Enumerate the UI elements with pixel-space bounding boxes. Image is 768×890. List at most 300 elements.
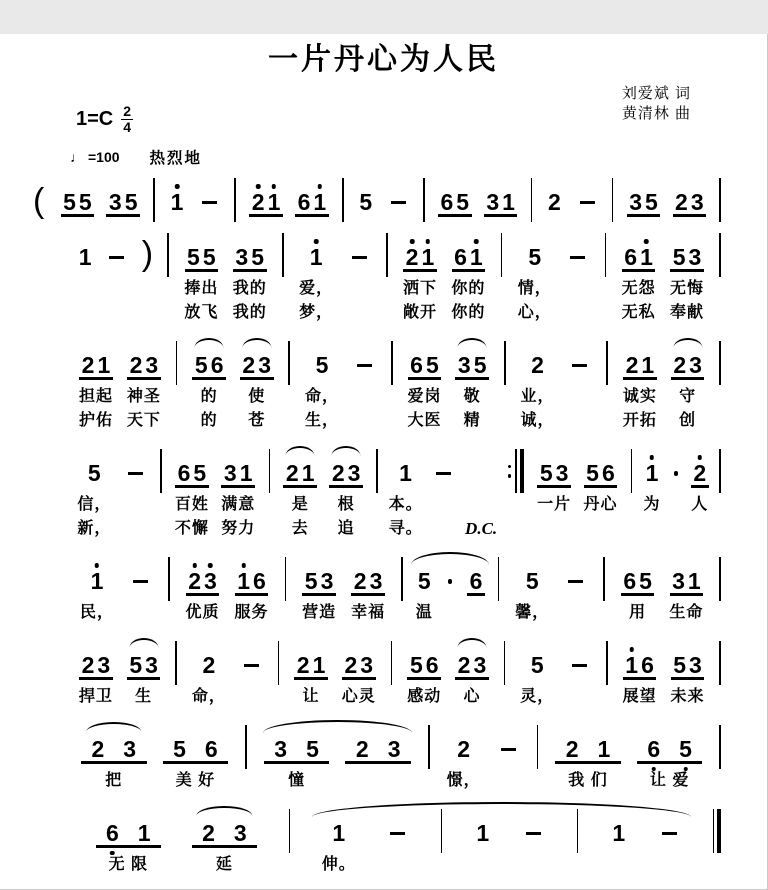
note-digit: 1 xyxy=(597,736,611,762)
measure xyxy=(64,347,176,433)
note-digit: 6 xyxy=(297,189,311,215)
measure xyxy=(64,815,289,877)
note-row xyxy=(673,184,707,217)
dash-mark xyxy=(202,201,217,205)
lyric-syllable: 是 xyxy=(291,496,309,513)
note-row xyxy=(351,563,385,596)
note-digit: 2 xyxy=(675,189,688,215)
note-digit: 3 xyxy=(555,460,569,486)
octave-dot-high xyxy=(650,455,655,460)
note-row xyxy=(79,347,113,380)
note-digit: 2 xyxy=(285,460,299,486)
dash-mark xyxy=(390,832,405,836)
measure xyxy=(290,815,441,877)
held-note-slot xyxy=(104,239,129,269)
note-digit: 1 xyxy=(312,191,328,214)
key-label: 1=C xyxy=(76,107,114,130)
note-digit: 1 xyxy=(687,568,701,594)
lyric-syllable: 敬 xyxy=(463,388,481,405)
note-digit: 3 xyxy=(203,570,219,593)
note-row xyxy=(637,731,703,764)
note-group xyxy=(454,647,490,709)
note-digit: 3 xyxy=(690,189,704,215)
note-row xyxy=(623,647,657,680)
lyric-syllable: 感动 xyxy=(407,688,442,705)
note-row xyxy=(621,563,655,596)
lyric-syllable: 诚， xyxy=(520,412,555,429)
barline xyxy=(719,641,721,685)
measure xyxy=(270,455,376,541)
barline xyxy=(719,449,721,493)
measure xyxy=(499,563,603,625)
octave-dot-high xyxy=(410,239,415,244)
lyric-syllable: 爱岗 xyxy=(407,388,442,405)
held-note-slot xyxy=(496,731,521,761)
note-digit: 1 xyxy=(468,246,484,269)
note-row xyxy=(455,647,489,680)
note-row xyxy=(175,455,209,488)
measure xyxy=(162,455,269,541)
note-digit: 2 xyxy=(404,246,420,269)
note-group xyxy=(126,647,162,709)
expression-marking: 热烈地 xyxy=(149,150,203,167)
held-note-slot xyxy=(567,647,592,677)
sheet-page xyxy=(0,34,768,890)
augmentation-dot xyxy=(674,471,679,476)
note-digit: 5 xyxy=(78,189,92,215)
lyric-syllable: 让 爱 xyxy=(649,772,690,789)
note-row xyxy=(408,347,442,380)
note-row xyxy=(330,815,348,848)
note-digit: 3 xyxy=(629,189,642,215)
note-row xyxy=(264,731,330,764)
system xyxy=(64,235,721,325)
note-row xyxy=(186,563,220,596)
note-digit: 5 xyxy=(202,244,216,270)
measure xyxy=(608,347,719,433)
dash-mark xyxy=(436,472,451,476)
note-digit: 5 xyxy=(359,189,373,215)
note-row xyxy=(85,455,103,488)
note-row xyxy=(79,647,113,680)
note-row xyxy=(81,731,147,764)
lyric-syllable: 新， xyxy=(77,520,112,537)
lyric-syllable: 天下 xyxy=(126,412,161,429)
quarter-note-icon: ♩ xyxy=(70,149,84,165)
note-group xyxy=(406,347,442,433)
note-row xyxy=(474,815,492,848)
note-digit: 3 xyxy=(672,568,685,594)
octave-dot-high xyxy=(208,563,213,568)
intro-paren: ) xyxy=(141,235,154,273)
dot-slot xyxy=(444,563,457,593)
measure xyxy=(613,184,719,217)
lyric-syllable: 憧 xyxy=(288,772,306,789)
intro-paren: ( xyxy=(33,182,45,220)
lyric-syllable: 的 xyxy=(200,388,218,405)
note-group xyxy=(609,815,629,848)
note-row xyxy=(221,455,255,488)
credits xyxy=(622,84,691,125)
note-digit: 3 xyxy=(457,352,471,378)
note-group xyxy=(621,239,657,325)
lyric-syllable: 开拓 xyxy=(622,412,657,429)
held-note-slot xyxy=(521,815,546,845)
note-group xyxy=(191,347,227,433)
note-group xyxy=(220,455,256,541)
lyric-syllable: 无怨 xyxy=(621,280,656,297)
note-digit: 2 xyxy=(81,652,95,678)
repeat-barline xyxy=(508,449,524,493)
note-group xyxy=(185,563,221,625)
note-row xyxy=(671,347,705,380)
note-group xyxy=(642,455,662,517)
octave-dot-high xyxy=(318,184,323,189)
key-signature xyxy=(76,104,133,134)
lyric-syllable: 馨， xyxy=(515,604,550,621)
system xyxy=(64,347,721,433)
lyric-syllable: 无 限 xyxy=(108,856,149,873)
note-row xyxy=(452,239,486,272)
lyric-syllable: 捧出 xyxy=(184,280,219,297)
note-digit: 3 xyxy=(347,460,361,486)
note-digit: 2 xyxy=(673,352,687,378)
octave-dot-low xyxy=(651,767,656,772)
note-group xyxy=(437,184,473,217)
composer-credit: 黄清林 曲 xyxy=(621,105,691,123)
lyric-syllable: 护佑 xyxy=(78,412,113,429)
lyric-syllable: 延 xyxy=(215,856,233,873)
lyric-syllable: 洒下 xyxy=(402,280,437,297)
held-note-slot xyxy=(385,815,410,845)
held-note-slot xyxy=(657,815,682,845)
lyric-syllable: 幸福 xyxy=(351,604,386,621)
note-digit: 5 xyxy=(315,352,329,378)
note-digit: 6 xyxy=(177,460,191,486)
note-row xyxy=(671,647,705,680)
lyric-syllable: 命， xyxy=(305,388,340,405)
note-group xyxy=(402,239,438,325)
lyric-syllable: 去 xyxy=(291,520,309,537)
note-group xyxy=(183,239,219,325)
held-note-slot xyxy=(352,347,377,377)
note-group xyxy=(406,647,442,709)
lyric-syllable: 追 xyxy=(337,520,355,537)
note-group xyxy=(126,347,162,433)
note-group xyxy=(554,731,622,793)
note-row xyxy=(192,347,226,380)
lyric-syllable: 大医 xyxy=(407,412,442,429)
note-row xyxy=(249,184,283,217)
lyric-syllable: 让 xyxy=(302,688,320,705)
measure xyxy=(505,647,606,709)
note-row xyxy=(397,455,415,488)
note-group xyxy=(517,239,553,325)
note-digit: 1 xyxy=(312,652,326,678)
lyric-syllable: 使 xyxy=(248,388,266,405)
note-group xyxy=(414,563,434,625)
note-digit: 6 xyxy=(440,189,454,215)
measure xyxy=(442,815,576,848)
lyric-syllable: 满意 xyxy=(221,496,256,513)
lyric-syllable: 精 xyxy=(463,412,481,429)
note-group xyxy=(76,455,112,541)
note-digit: 1 xyxy=(308,246,324,269)
lyric-syllable: 你的 xyxy=(451,304,486,321)
system xyxy=(64,455,721,541)
note-row xyxy=(302,563,336,596)
note-digit: 1 xyxy=(169,191,185,214)
note-group xyxy=(78,347,114,433)
note-digit: 2 xyxy=(625,352,639,378)
measure xyxy=(606,239,719,325)
dash-mark xyxy=(570,256,585,260)
note-row xyxy=(127,647,161,680)
note-row xyxy=(168,184,186,217)
note-digit: 3 xyxy=(369,568,383,594)
measure xyxy=(177,347,288,433)
note-row xyxy=(200,647,218,680)
slur-arc xyxy=(86,722,141,732)
lyric-syllable: 信， xyxy=(77,496,112,513)
lyric-syllable: 服务 xyxy=(234,604,269,621)
note-digit: 1 xyxy=(137,820,151,846)
slur-arc xyxy=(286,446,315,456)
note-digit: 5 xyxy=(473,352,487,378)
note-row xyxy=(127,347,161,380)
note-group xyxy=(79,563,115,625)
note-group xyxy=(450,239,486,325)
barline xyxy=(719,725,721,769)
note-group xyxy=(328,455,364,541)
note-digit: 6 xyxy=(210,352,224,378)
lyric-syllable: 丹心 xyxy=(583,496,618,513)
note-group xyxy=(514,563,550,625)
note-row xyxy=(307,239,325,272)
held-note-slot xyxy=(567,347,592,377)
octave-dot-high xyxy=(241,563,246,568)
note-digit: 1 xyxy=(502,189,515,215)
note-digit: 2 xyxy=(692,462,708,485)
measure xyxy=(605,563,720,625)
note-digit: 3 xyxy=(473,652,487,678)
lyric-syllable: 无私 xyxy=(621,304,656,321)
lyric-syllable: 放飞 xyxy=(184,304,219,321)
measure xyxy=(286,563,401,625)
held-note-slot xyxy=(386,184,411,214)
measure xyxy=(169,239,282,325)
note-group xyxy=(294,184,330,217)
note-group xyxy=(298,239,334,325)
lyric-syllable: 神圣 xyxy=(126,388,161,405)
octave-dot-high xyxy=(192,563,197,568)
note-group xyxy=(191,647,227,709)
note-row xyxy=(691,455,709,488)
note-group xyxy=(301,563,337,625)
measure xyxy=(279,647,390,709)
note-digit: 2 xyxy=(296,652,310,678)
note-digit: 2 xyxy=(331,460,345,486)
note-digit: 5 xyxy=(124,189,138,215)
dash-mark xyxy=(128,472,143,476)
measure xyxy=(608,647,720,709)
note-row xyxy=(526,239,544,272)
note-digit: 2 xyxy=(531,352,544,378)
measure xyxy=(64,563,168,625)
note-digit: 5 xyxy=(409,652,423,678)
dash-mark xyxy=(580,201,595,205)
barline xyxy=(719,233,721,277)
note-digit: 2 xyxy=(242,352,256,378)
measure xyxy=(632,455,719,517)
lyric-syllable: 憬， xyxy=(446,772,481,789)
note-row xyxy=(622,239,656,272)
note-group xyxy=(95,815,163,877)
measure xyxy=(64,647,175,709)
note-row xyxy=(240,347,274,380)
system xyxy=(64,563,721,625)
lyric-syllable: 无悔 xyxy=(670,280,705,297)
note-row xyxy=(313,347,331,380)
note-row xyxy=(294,647,328,680)
lyric-syllable: 担起 xyxy=(78,388,113,405)
lyric-syllable: 美 好 xyxy=(175,772,216,789)
note-digit: 3 xyxy=(145,652,158,678)
note-digit: 6 xyxy=(469,568,483,594)
lyric-syllable: 我的 xyxy=(232,280,267,297)
measure xyxy=(393,347,504,433)
note-digit: 3 xyxy=(97,652,111,678)
note-row xyxy=(623,347,657,380)
lyric-syllable: 展望 xyxy=(622,688,657,705)
lyric-syllable: 生 xyxy=(135,688,153,705)
lyric-syllable: 业， xyxy=(520,388,555,405)
held-note-slot xyxy=(347,239,372,269)
note-group xyxy=(636,731,704,793)
note-digit: 5 xyxy=(530,652,544,678)
lyric-syllable: 根 xyxy=(337,496,355,513)
measure xyxy=(236,184,342,217)
measure xyxy=(247,731,428,793)
note-group xyxy=(464,455,498,541)
note-row xyxy=(163,731,229,764)
note-row xyxy=(345,731,411,764)
lyric-syllable: 创 xyxy=(679,412,697,429)
octave-dot-high xyxy=(644,239,649,244)
note-digit: 6 xyxy=(253,568,266,594)
lyric-syllable: 一片 xyxy=(537,496,572,513)
score-header xyxy=(48,85,719,170)
note-digit: 5 xyxy=(306,736,319,762)
dot-slot xyxy=(670,455,683,485)
octave-dot-high xyxy=(474,239,479,244)
octave-dot-high xyxy=(175,184,180,189)
measure xyxy=(64,455,160,541)
note-group xyxy=(293,647,329,709)
note-digit: 5 xyxy=(672,244,686,270)
note-digit: 5 xyxy=(304,568,318,594)
octave-dot-high xyxy=(314,239,319,244)
note-row xyxy=(61,184,95,217)
note-digit: 3 xyxy=(689,652,702,678)
note-digit: 1 xyxy=(236,570,252,593)
note-row xyxy=(670,563,704,596)
note-row xyxy=(627,184,661,217)
paren-slot xyxy=(139,235,156,273)
lyric-syllable: 生， xyxy=(305,412,340,429)
note-digit: 5 xyxy=(194,352,208,378)
note-group xyxy=(75,239,95,272)
time-signature xyxy=(121,104,133,134)
note-row xyxy=(76,239,94,272)
note-digit: 5 xyxy=(673,652,687,678)
system xyxy=(64,647,721,709)
lyric-syllable: 的 xyxy=(200,412,218,429)
lyric-syllable: 民， xyxy=(79,604,114,621)
held-note-slot xyxy=(239,647,264,677)
dash-mark xyxy=(572,364,587,368)
note-digit: 5 xyxy=(63,189,76,215)
measure xyxy=(430,731,537,793)
measure xyxy=(388,239,501,325)
lyric-syllable: 灵， xyxy=(520,688,555,705)
note-group xyxy=(622,647,658,709)
note-digit: 3 xyxy=(223,460,237,486)
note-digit: 5 xyxy=(678,738,694,761)
note-group xyxy=(668,563,704,625)
measure xyxy=(502,239,604,325)
dash-mark xyxy=(391,201,406,205)
note-group xyxy=(519,347,555,433)
note-digit: 2 xyxy=(565,736,579,762)
tied-measures xyxy=(290,815,721,877)
lyric-syllable: 温 xyxy=(415,604,433,621)
note-digit: 3 xyxy=(235,244,249,270)
note-digit: 2 xyxy=(91,736,105,762)
note-digit: 1 xyxy=(641,352,655,378)
lyric-syllable: 守 xyxy=(679,388,697,405)
meter-denominator: 4 xyxy=(123,118,132,135)
note-digit: 1 xyxy=(612,820,626,846)
note-group xyxy=(519,647,555,709)
note-row xyxy=(670,239,704,272)
barline-thin xyxy=(515,449,517,493)
measure xyxy=(344,184,424,217)
note-group xyxy=(234,563,270,625)
held-note-slot xyxy=(123,455,148,485)
note-digit: 2 xyxy=(81,352,95,378)
repeat-dot xyxy=(508,474,512,478)
measure xyxy=(403,563,498,625)
note-group xyxy=(622,347,658,433)
barline xyxy=(719,557,721,601)
dash-mark xyxy=(526,832,541,836)
barline xyxy=(719,341,721,385)
note-digit: 1 xyxy=(97,352,111,378)
note-group xyxy=(321,815,357,877)
octave-dot-high xyxy=(426,239,431,244)
measure xyxy=(532,184,612,217)
note-row xyxy=(342,647,376,680)
note-digit: 1 xyxy=(420,246,436,269)
note-digit: 3 xyxy=(320,568,334,594)
measure xyxy=(425,184,531,217)
barline-thin xyxy=(713,809,715,853)
note-digit: 5 xyxy=(644,189,658,215)
note-digit: 5 xyxy=(639,568,652,594)
lyric-syllable: 苍 xyxy=(248,412,266,429)
measure xyxy=(524,455,631,517)
